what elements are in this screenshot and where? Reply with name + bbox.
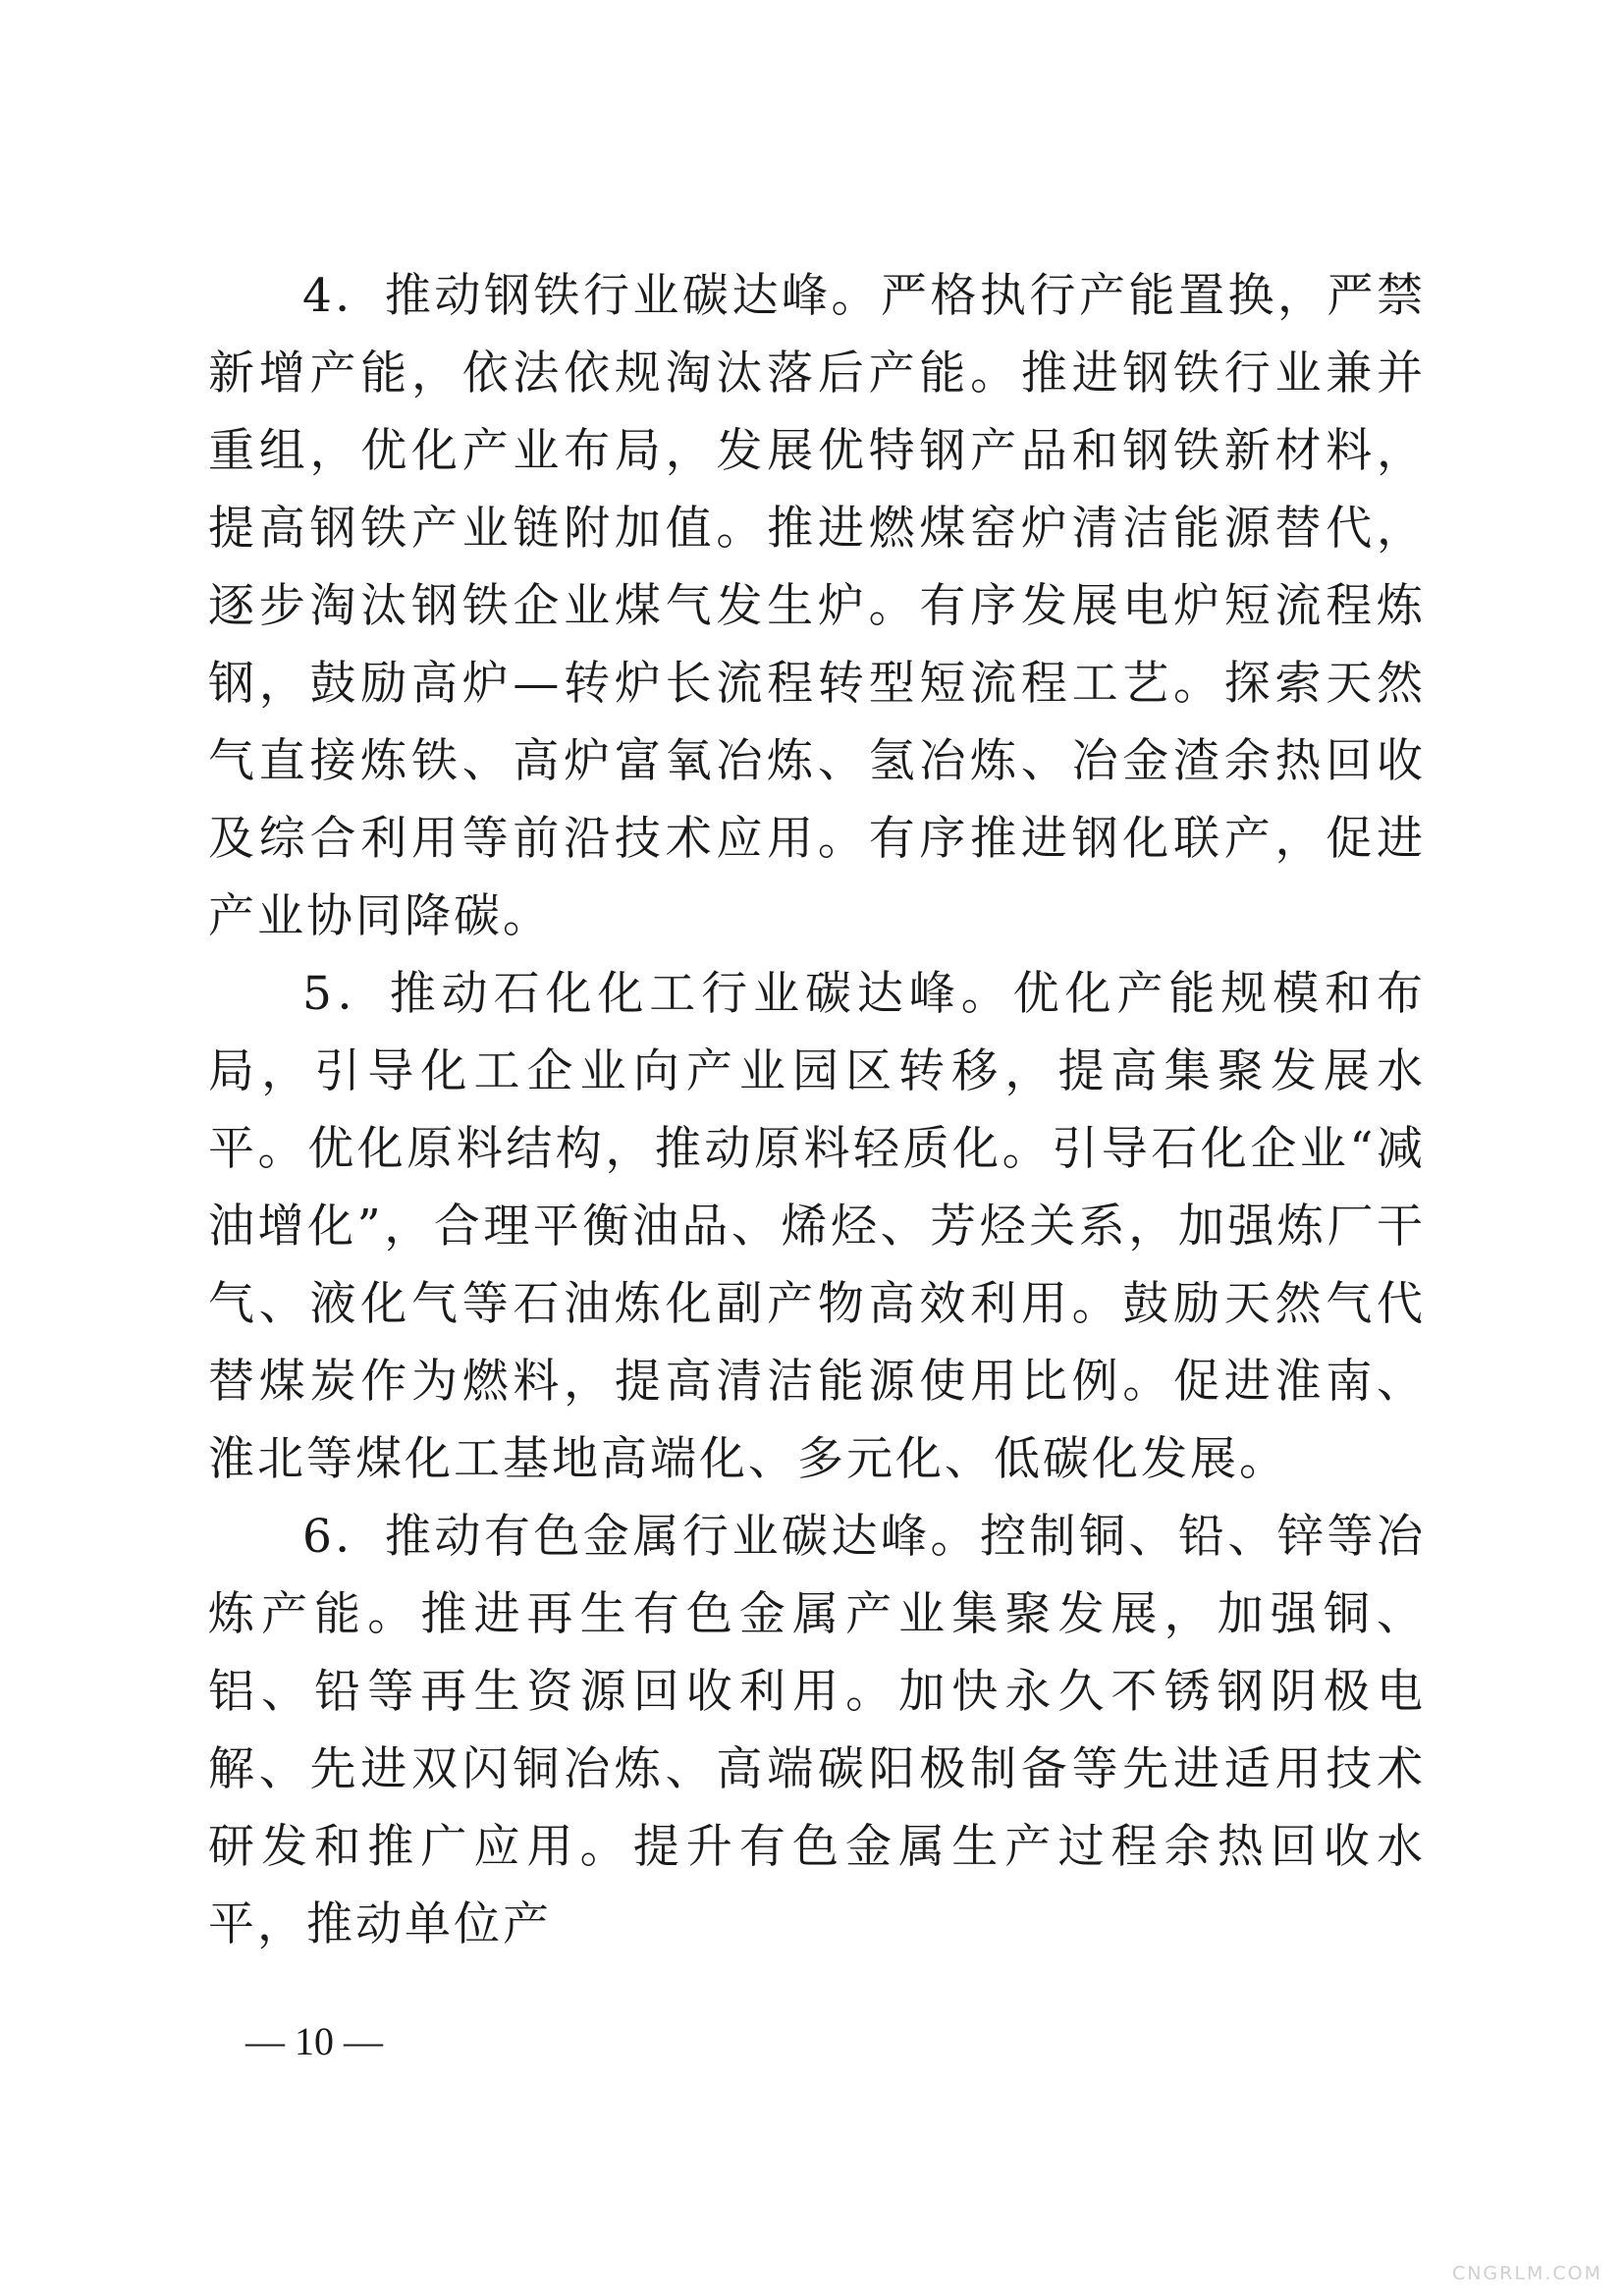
document-body <box>208 257 1426 1963</box>
paragraph-petrochemical: 5．推动石化化工行业碳达峰。优化产能规模和布局，引导化工企业向产业园区转移，提高集聚发展水平。优化原料结构，推动原料轻质化。引导石化企业“减油增化”，合理平衡油品、烯烃、芳烃关系，加强炼厂干气、液化气等石油炼化副产物高效利用。鼓励天然气代替煤炭作为燃料，提高清洁能源使用比例。促进淮南、淮北等煤化工基地高端化、多元化、低碳化发展。 <box>208 967 1426 1486</box>
paragraph-steel: 4．推动钢铁行业碳达峰。严格执行产能置换，严禁新增产能，依法依规淘汰落后产能。推进钢铁行业兼并重组，优化产业布局，发展优特钢产品和钢铁新材料，提高钢铁产业链附加值。推进燃煤窑炉清洁能源替代，逐步淘汰钢铁企业煤气发生炉。有序发展电炉短流程炼钢，鼓励高炉—转炉长流程转型短流程工艺。探索天然气直接炼铁、高炉富氧冶炼、氢冶炼、冶金渣余热回收及综合利用等前沿技术应用。有序推进钢化联产，促进产业协同降碳。 <box>208 269 1426 943</box>
page-number: — 10 — <box>245 2019 383 2063</box>
watermark: CNGRLM.COM <box>1451 2263 1602 2284</box>
paragraph-nonferrous-metals: 6．推动有色金属行业碳达峰。控制铜、铅、锌等冶炼产能。推进再生有色金属产业集聚发展，加强铜、铝、铅等再生资源回收利用。加快永久不锈钢阴极电解、先进双闪铜冶炼、高端碳阳极制备等先进适用技术研发和推广应用。提升有色金属生产过程余热回收水平，推动单位产 <box>208 1510 1426 1951</box>
